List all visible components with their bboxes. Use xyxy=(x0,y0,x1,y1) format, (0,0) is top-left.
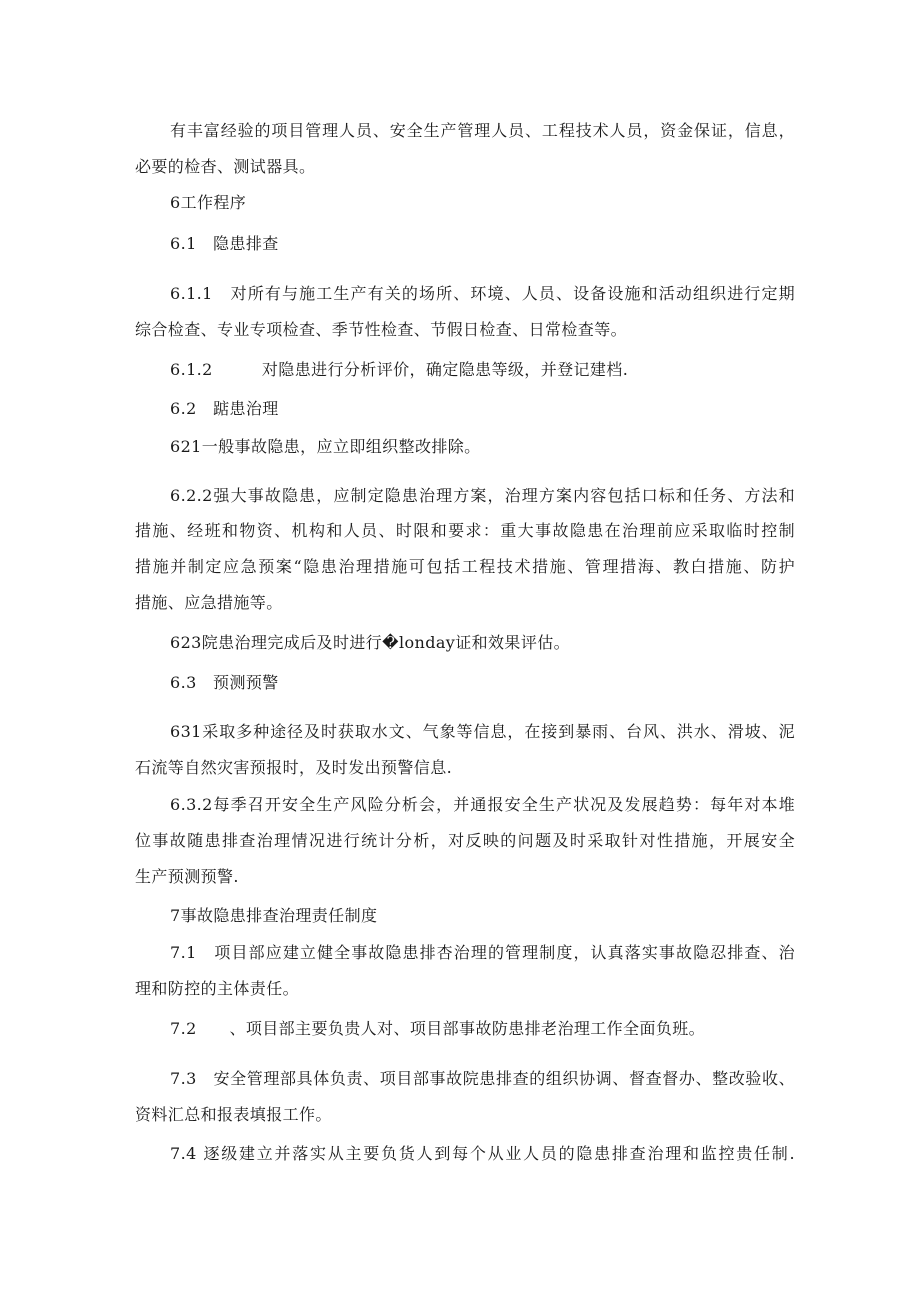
para-6-2-2-line-1: 6.2.2强大事故隐患，应制定隐患治理方案，治理方案内容包括口标和任务、方法和 xyxy=(170,486,795,505)
para-6-2-2-line-3: 措施并制定应急预案“隐患治理措施可包括工程技术措施、管理措海、教白措施、防护 xyxy=(135,557,795,576)
heading-7: 7事故隐患排查治理责任制度 xyxy=(170,906,378,925)
para-6-3-2-line-3: 生产预测预警. xyxy=(135,867,239,886)
para-6-2-2-line-2: 措施、经班和物资、机构和人员、时限和要求：重大事故隐患在治理前应采取临时控制 xyxy=(135,521,795,540)
para-6-2-2-line-4: 措施、应急措施等。 xyxy=(135,593,283,612)
para-7-1-line-2: 理和防控的主体责任。 xyxy=(135,979,300,998)
para-6-1-1-line-2: 综合检查、专业专项检查、季节性检查、节假日检查、日常检查等。 xyxy=(135,320,628,339)
para-7-3-line-1: 7.3 安全管理部具体负责、项目部事故院患排查的组织协调、督查督办、整改验收、 xyxy=(170,1069,795,1088)
heading-6: 6工作程序 xyxy=(170,193,247,212)
heading-6-3: 6.3 预测预警 xyxy=(170,673,279,692)
para-6-2-1: 621一般事故隐患，应立即组织整改排除。 xyxy=(170,437,481,456)
para-resources-line-1: 有丰富经验的项目管理人员、安全生产管理人员、工程技术人员，资金保证，信息， xyxy=(170,121,795,140)
heading-6-2: 6.2 踮患治理 xyxy=(170,399,279,418)
heading-6-1: 6.1 隐患排查 xyxy=(170,234,279,253)
para-6-2-3: 623院患治理完成后及时进行�londay证和效果评估。 xyxy=(170,633,571,652)
para-7-2: 7.2 、项目部主要负贵人对、项目部事故防患排老治理工作全面负班。 xyxy=(170,1019,706,1038)
para-resources-line-2: 必要的检杳、测试器具。 xyxy=(135,157,316,176)
para-7-4: 7.4 逐级建立并落实从主要负货人到每个从业人员的隐患排查治理和监控贵任制. xyxy=(170,1144,795,1163)
para-6-3-2-line-2: 位事故随患排查治理情况进行统计分析，对反映的问题及时采取针对性措施，开展安全 xyxy=(135,831,795,850)
para-6-1-2: 6.1.2 对隐患进行分析评价，确定隐患等级，并登记建档. xyxy=(170,360,629,379)
para-6-3-1-line-2: 石流等自然灾害预报时，及时发出预警信息. xyxy=(135,758,453,777)
para-6-3-2-line-1: 6.3.2每季召开安全生产风险分析会，并通报安全生产状况及发展趋势：每年对本堆 xyxy=(170,795,795,814)
para-7-1-line-1: 7.1 项目部应建立健全事故隐患排杏治理的管理制度，认真落实事故隐忍排查、治 xyxy=(170,943,795,962)
para-7-3-line-2: 资料汇总和报表填报工作。 xyxy=(135,1105,332,1124)
para-6-1-1-line-1: 6.1.1 对所有与施工生产有关的场所、环境、人员、设备设施和活动组织进行定期 xyxy=(170,284,795,303)
para-6-3-1-line-1: 631采取多种途径及时获取水文、气象等信息，在接到暴雨、台风、洪水、滑坡、泥 xyxy=(170,722,795,741)
